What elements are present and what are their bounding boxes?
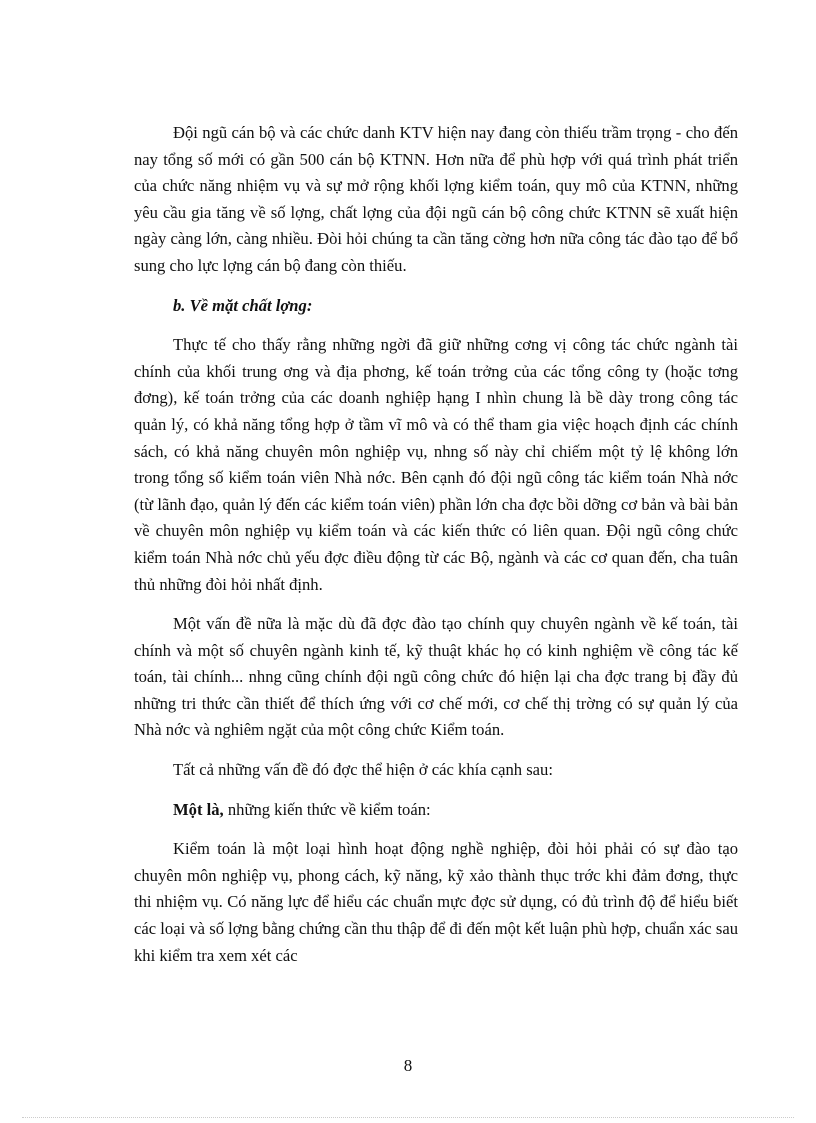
page-number: 8 (403, 1056, 413, 1075)
paragraph-first-point (134, 797, 738, 824)
paragraph-audit-profession: Kiểm toán là một loại hình hoạt động nghề nghiệp, đòi hỏi phải có sự đào tạo chuyên môn nghiệp vụ, phong cách, kỹ năng, kỹ xảo thành thục trớc khi đảm đơng, thực thi nhiệm vụ. Có năng lực để hiểu các chuẩn mực đợc sử dụng, có đủ trình độ để hiểu biết các loại và số lợng bằng chứng cần thu thập để đi đến một kết luận phù hợp, chuẩn xác sau khi kiểm tra xem xét các (134, 839, 738, 965)
footer-divider (22, 1117, 794, 1118)
paragraph-another-issue: Một vấn đề nữa là mặc dù đã đợc đào tạo chính quy chuyên ngành về kế toán, tài chính và một số chuyên ngành kinh tế, kỹ thuật khác họ có kinh nghiệm về công tác kế toán, tài chính... nhng cũng chính đội ngũ công chức đó hiện lại cha đợc trang bị đầy đủ những tri thức cần thiết để thích ứng với cơ chế mới, cơ chế thị trờng có sự quản lý của Nhà nớc và nghiêm ngặt của một công chức Kiểm toán. (134, 614, 738, 740)
paragraph-aspects-intro: Tất cả những vấn đề đó đợc thể hiện ở các khía cạnh sau: (173, 760, 553, 780)
paragraph-reality: Thực tế cho thấy rằng những ngời đã giữ những cơng vị công tác chức ngành tài chính của khối trung ơng và địa phơng, kế toán trởng của các tổng công ty (hoặc tơng đơng), kế toán trởng của các doanh nghiệp hạng I nhìn chung là bề dày trong công tác quản lý, có khả năng tổng hợp ở tầm vĩ mô và có thể tham gia việc hoạch định các chính sách, có khả năng chuyên môn nghiệp vụ, nhng số này chỉ chiếm một tỷ lệ không lớn trong tổng số kiểm toán viên Nhà nớc. Bên cạnh đó đội ngũ công tác kiểm toán Nhà nớc (từ lãnh đạo, quản lý đến các kiểm toán viên) phần lớn cha đợc bồi dỡng cơ bản và bài bản về chuyên môn nghiệp vụ kiểm toán và các kiến thức có liên quan. Đội ngũ công chức kiểm toán Nhà nớc chủ yếu đợc điều động từ các Bộ, ngành và các cơ quan đến, cha tuân thủ những đòi hỏi nhất định. (134, 335, 738, 594)
first-point-text: những kiến thức về kiểm toán: (223, 799, 431, 819)
section-heading-quality: b. Về mặt chất lợng: (173, 295, 313, 315)
paragraph-staff-shortage: Đội ngũ cán bộ và các chức danh KTV hiện nay đang còn thiếu trầm trọng - cho đến nay tổng số mới có gần 500 cán bộ KTNN. Hơn nữa để phù hợp với quá trình phát triển của chức năng nhiệm vụ và sự mở rộng khối lợng kiểm toán, quy mô của KTNN, những yêu cầu gia tăng về số lợng, chất lợng của đội ngũ cán bộ công chức KTNN sẽ xuất hiện ngày càng lớn, càng nhiều. Đòi hỏi chúng ta cần tăng cờng hơn nữa công tác đào tạo để bổ sung cho lực lợng cán bộ đang còn thiếu. (134, 123, 738, 275)
document-body (134, 120, 738, 982)
first-point-label: Một là, (173, 799, 224, 819)
